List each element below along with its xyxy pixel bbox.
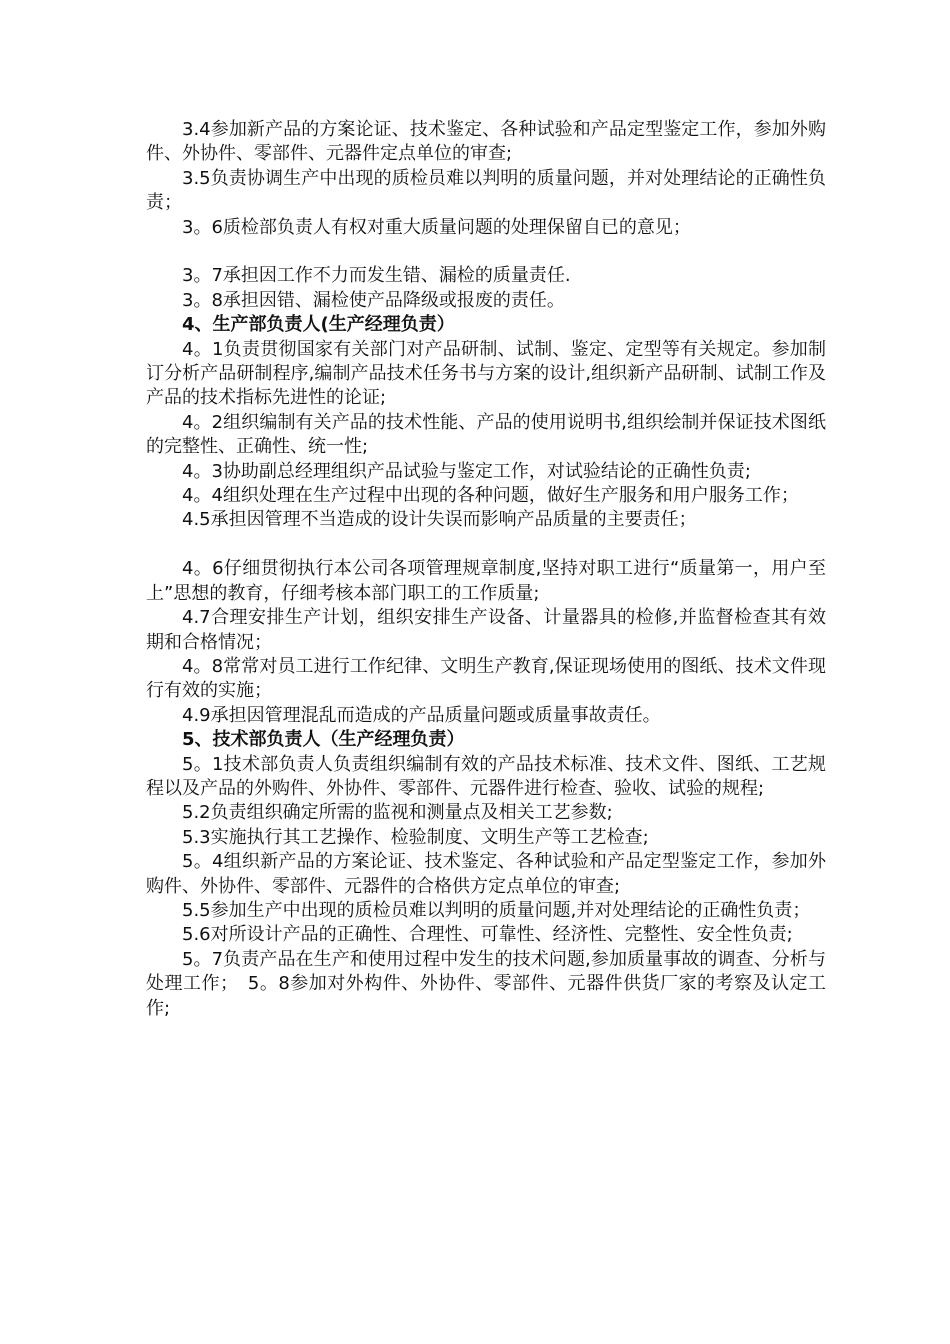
paragraph-4-7: 4.7合理安排生产计划，组织安排生产设备、计量器具的检修,并监督检查其有效期和合格情况；	[146, 607, 826, 653]
paragraph-4-9: 4.9承担因管理混乱而造成的产品质量问题或质量事故责任。	[182, 704, 661, 726]
paragraph-3-7: 3。7承担因工作不力而发生错、漏检的质量责任.	[182, 265, 571, 287]
paragraph-4-4: 4。4组织处理在生产过程中出现的各种问题，做好生产服务和用户服务工作；	[182, 485, 799, 507]
section-heading-5: 5、技术部负责人（生产经理负责）	[182, 729, 465, 751]
paragraph-5-1: 5。1技术部负责人负责组织编制有效的产品技术标准、技术文件、图纸、工艺规程以及产品的外购件、外协件、零部件、元器件进行检查、验收、试验的规程;	[146, 753, 826, 799]
paragraph-4-3: 4。3协助副总经理组织产品试验与鉴定工作，对试验结论的正确性负责;	[182, 460, 751, 482]
paragraph-5-5: 5.5参加生产中出现的质检员难以判明的质量问题,并对处理结论的正确性负责；	[182, 899, 811, 921]
paragraph-4-5: 4.5承担因管理不当造成的设计失误而影响产品质量的主要责任；	[182, 509, 697, 531]
paragraph-4-8: 4。8常常对员工进行工作纪律、文明生产教育,保证现场使用的图纸、技术文件现行有效的实施；	[146, 655, 826, 702]
paragraph-5-6: 5.6对所设计产品的正确性、合理性、可靠性、经济性、完整性、安全性负责;	[182, 924, 793, 946]
paragraph-5-2: 5.2负责组织确定所需的监视和测量点及相关工艺参数;	[182, 802, 613, 824]
paragraph-4-1: 4。1负责贯彻国家有关部门对产品研制、试制、鉴定、定型等有关规定。参加制订分析产品研制程序,编制产品技术任务书与方案的设计,组织新产品研制、试制工作及产品的技术指标先进性的论证;	[146, 338, 826, 409]
paragraph-5-4: 5。4组织新产品的方案论证、技术鉴定、各种试验和产品定型鉴定工作，参加外购件、外协件、零部件、元器件的合格供方定点单位的审查;	[146, 851, 826, 897]
document-body	[146, 118, 826, 1021]
paragraph-5-3: 5.3实施执行其工艺操作、检验制度、文明生产等工艺检查;	[182, 826, 649, 848]
section-heading-4: 4、生产部负责人(生产经理负责）	[182, 314, 455, 336]
paragraph-4-2: 4。2组织编制有关产品的技术性能、产品的使用说明书,组织绘制并保证技术图纸的完整性、正确性、统一性;	[146, 411, 826, 458]
paragraph-3-6: 3。6质检部负责人有权对重大质量问题的处理保留自已的意见；	[182, 216, 691, 238]
paragraph-3-8: 3。8承担因错、漏检使产品降级或报废的责任。	[182, 289, 565, 311]
paragraph-3-4: 3.4参加新产品的方案论证、技术鉴定、各种试验和产品定型鉴定工作，参加外购件、外协件、零部件、元器件定点单位的审查;	[146, 119, 826, 165]
paragraph-3-5: 3.5负责协调生产中出现的质检员难以判明的质量问题，并对处理结论的正确性负责；	[146, 167, 826, 214]
paragraph-5-7: 5。7负责产品在生产和使用过程中发生的技术问题,参加质量事故的调查、分析与处理工作； 5。8参加对外构件、外协件、零部件、元器件供货厂家的考察及认定工作;	[146, 948, 826, 1019]
paragraph-4-6: 4。6仔细贯彻执行本公司各项管理规章制度,坚持对职工进行“质量第一，用户至上”思想的教育，仔细考核本部门职工的工作质量;	[146, 558, 826, 604]
